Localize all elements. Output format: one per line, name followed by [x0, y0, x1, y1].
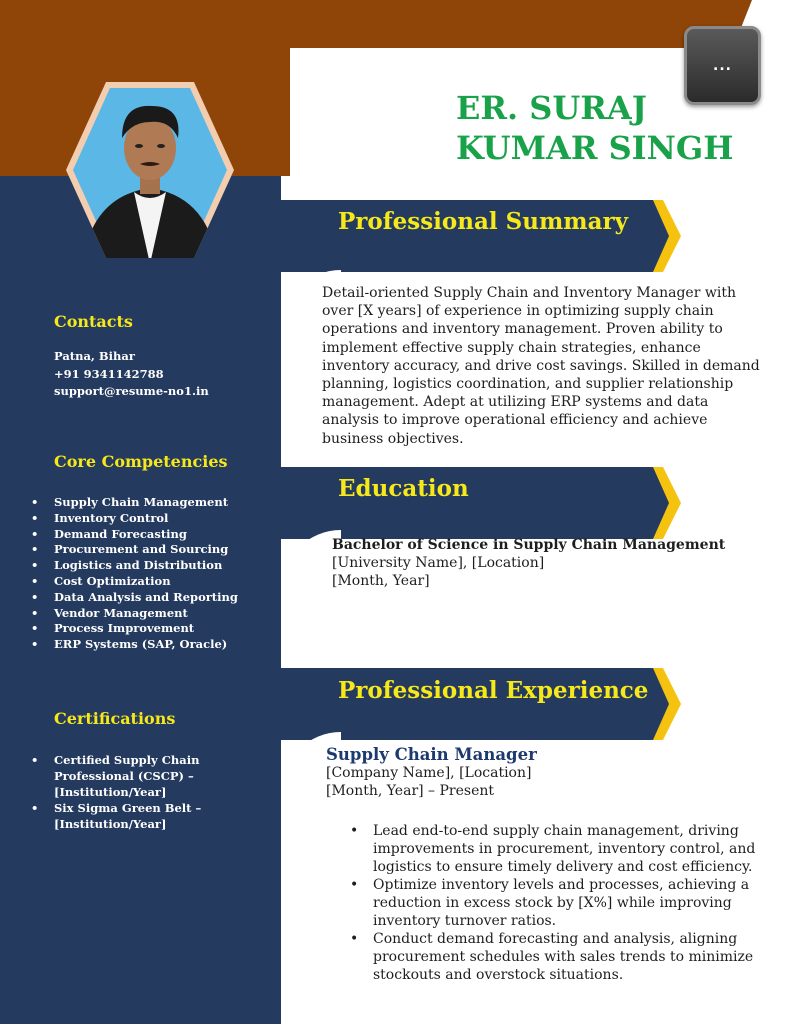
list-item: • Vendor Management [54, 606, 279, 622]
education-entry [332, 536, 752, 591]
list-item: • Cost Optimization [54, 574, 279, 590]
core-competencies-list [54, 495, 279, 653]
contact-phone[interactable]: +91 9341142788 [54, 366, 164, 381]
list-item: • Optimize inventory levels and processes, achieving a reduction in excess stock by [X%] while improving inventory turnover ratios. [373, 876, 783, 930]
summary-text: Detail-oriented Supply Chain and Inventory Manager with over [X years] of experience in optimizing supply chain operations and inventory management. Proven ability to implement effective supply chain strategies, enhance inventory accuracy, and drive cost savings. Skilled in demand planning, logistics coordination, and supplier relationship management. Adept at utilizing ERP systems and data analysis to improve operational efficiency and achieve business objectives. [322, 285, 760, 447]
list-item: • Certified Supply Chain Professional (CSCP) – [Institution/Year] [54, 752, 274, 800]
list-item: • Demand Forecasting [54, 527, 279, 543]
experience-heading: Professional Experience [338, 677, 649, 704]
core-competencies-heading: Core Competencies [54, 452, 228, 471]
contact-email[interactable]: support@resume-no1.in [54, 384, 209, 398]
list-item: • Inventory Control [54, 511, 279, 527]
contact-location: Patna, Bihar [54, 349, 135, 363]
list-item: • Six Sigma Green Belt – [Institution/Year] [54, 800, 274, 832]
name-line-2: KUMAR SINGH [456, 129, 734, 167]
list-item: • Lead end-to-end supply chain management, driving improvements in procurement, inventory control, and logistics to ensure timely delivery and cost efficiency. [373, 822, 783, 876]
job-title: Supply Chain Manager [326, 745, 537, 764]
list-item: • Conduct demand forecasting and analysis, aligning procurement schedules with sales trends to minimize stockouts and overstock situations. [373, 930, 783, 984]
summary-heading: Professional Summary [338, 208, 629, 235]
job-date: [Month, Year] – Present [326, 783, 495, 800]
list-item: • Process Improvement [54, 621, 279, 637]
list-item: • Logistics and Distribution [54, 558, 279, 574]
list-item: • Supply Chain Management [54, 495, 279, 511]
experience-bullets [373, 822, 783, 984]
contacts-heading: Contacts [54, 312, 133, 331]
name-line-1: ER. SURAJ [456, 89, 647, 127]
education-heading: Education [338, 475, 469, 502]
degree-title: Bachelor of Science in Supply Chain Management [332, 537, 726, 553]
candidate-name [456, 88, 756, 168]
education-date: [Month, Year] [332, 573, 430, 590]
certifications-list [54, 752, 274, 832]
certifications-heading: Certifications [54, 709, 176, 728]
education-institution: [University Name], [Location] [332, 555, 545, 572]
job-company: [Company Name], [Location] [326, 765, 532, 782]
profile-photo [62, 76, 238, 264]
contacts-block [54, 348, 209, 401]
list-item: • Procurement and Sourcing [54, 542, 279, 558]
list-item: • ERP Systems (SAP, Oracle) [54, 637, 279, 653]
more-icon: ... [713, 57, 732, 74]
list-item: • Data Analysis and Reporting [54, 590, 279, 606]
experience-entry [326, 746, 746, 801]
